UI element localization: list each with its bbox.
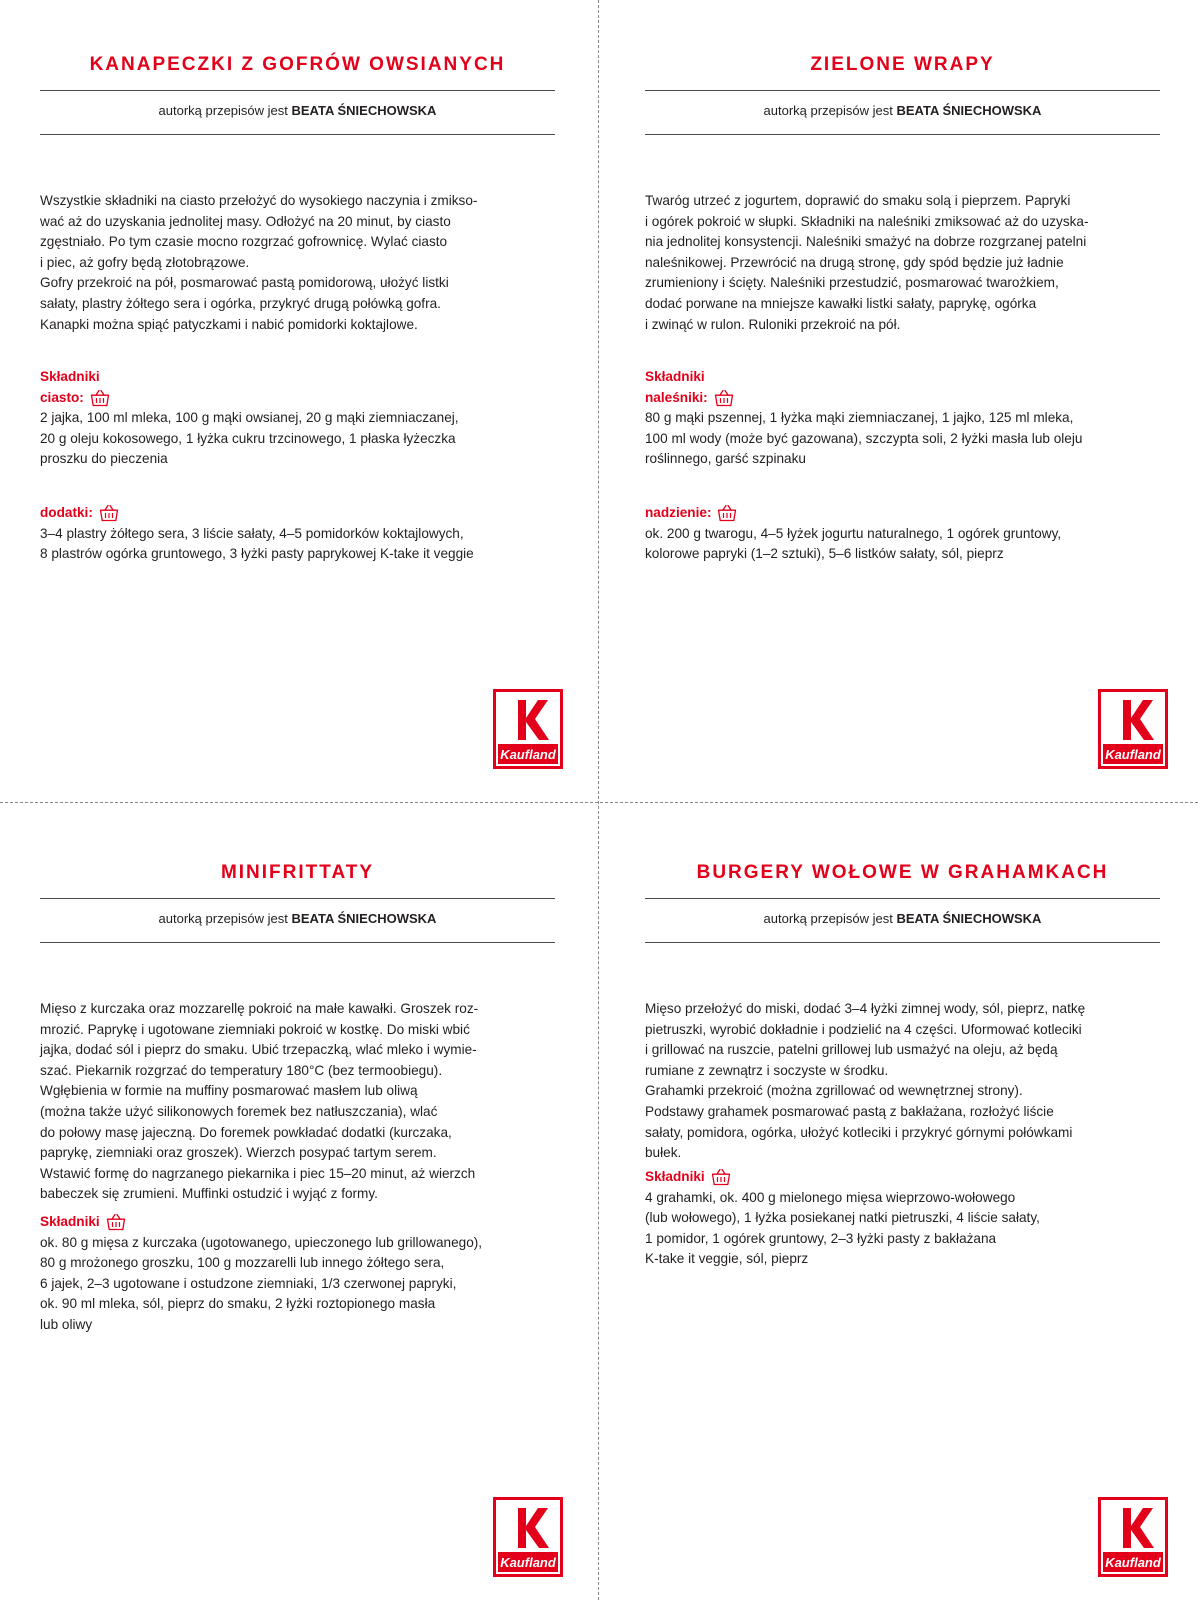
- recipe-title: BURGERY WOŁOWE W GRAHAMKACH: [696, 862, 1109, 883]
- ingredients-group-label: [645, 388, 1160, 409]
- instruction-line: Kanapki można spiąć patyczkami i nabić pomidorki koktajlowe.: [40, 316, 418, 332]
- author-name: BEATA ŚNIECHOWSKA: [896, 911, 1042, 926]
- ingredients-group-label-text: naleśniki:: [645, 389, 708, 405]
- divider: [40, 90, 555, 91]
- ingredients-group-label: [40, 503, 555, 524]
- shopping-basket-icon: [711, 1168, 731, 1186]
- divider: [645, 90, 1160, 91]
- author-line: [645, 101, 1160, 121]
- divider: [40, 942, 555, 943]
- ingredients-section: [40, 367, 555, 470]
- ingredient-line: 100 ml wody (może być gazowana), szczypta soli, 2 łyżki masła lub oleju: [645, 430, 1083, 446]
- instruction-line: szać. Piekarnik rozgrzać do temperatury 180°C (bez termoobiegu).: [40, 1062, 443, 1078]
- ingredients-section: [645, 367, 1160, 470]
- ingredients-list: [645, 524, 1160, 565]
- ingredient-line: 8 plastrów ogórka gruntowego, 3 łyżki pasty paprykowej K-take it veggie: [40, 546, 474, 562]
- kaufland-wordmark: Kaufland: [500, 747, 556, 762]
- author-prefix: autorką przepisów jest: [763, 103, 897, 118]
- instruction-line: Grahamki przekroić (można zgrillować od wewnętrznej strony).: [645, 1083, 1023, 1099]
- instruction-line: i ogórek pokroić w słupki. Składniki na naleśniki zmiksować aż do uzyska-: [645, 213, 1089, 229]
- ingredients-heading-label: Składniki: [40, 369, 100, 384]
- shopping-basket-icon: [717, 504, 737, 522]
- vertical-cut-line: [598, 0, 599, 1600]
- instruction-line: Wstawić formę do nagrzanego piekarnika i piec 15–20 minut, aż wierzch: [40, 1165, 476, 1181]
- ingredients-heading-label: Składniki: [40, 1214, 100, 1229]
- ingredients-group-label-text: dodatki:: [40, 505, 93, 520]
- kaufland-logo: [493, 689, 563, 769]
- author-line: [40, 101, 555, 121]
- instruction-line: rumiane z zewnątrz i soczyste w środku.: [645, 1062, 889, 1078]
- ingredients-list: [40, 408, 555, 470]
- recipe-title: KANAPECZKI Z GOFRÓW OWSIANYCH: [89, 54, 506, 75]
- instruction-line: zrumieniony i ścięty. Naleśniki przestudzić, posmarować twarożkiem,: [645, 275, 1059, 291]
- instruction-line: sałaty, pomidora, ogórka, ułożyć kotleciki i przykryć górnymi połówkami: [645, 1124, 1073, 1140]
- ingredients-list: [40, 524, 555, 565]
- ingredients-heading: [40, 1212, 555, 1233]
- ingredient-line: 3–4 plastry żółtego sera, 3 liście sałaty, 4–5 pomidorków koktajlowych,: [40, 525, 464, 541]
- instruction-line: naleśnikowej. Przewrócić na drugą stronę, gdy spód będzie już ładnie: [645, 254, 1064, 270]
- recipe-instructions: [40, 999, 555, 1205]
- ingredients-section: [645, 1167, 1160, 1270]
- ingredients-list: [645, 408, 1160, 470]
- ingredients-heading: [645, 367, 1160, 388]
- instruction-line: Podstawy grahamek posmarować pastą z bakłażana, rozłożyć liście: [645, 1103, 1054, 1119]
- instruction-line: jajka, dodać sól i pieprz do smaku. Ubić trzepaczką, wlać mleko i wymie-: [40, 1042, 477, 1058]
- divider: [40, 898, 555, 899]
- instruction-line: (można także użyć silikonowych foremek bez natłuszczania), wlać: [40, 1103, 438, 1119]
- instruction-line: mrozić. Paprykę i ugotowane ziemniaki pokroić w kostkę. Do miski wbić: [40, 1021, 470, 1037]
- recipe-instructions: [645, 999, 1160, 1164]
- kaufland-k-icon: [1101, 1500, 1165, 1574]
- ingredient-line: ok. 80 g mięsa z kurczaka (ugotowanego, upieczonego lub grillowanego),: [40, 1234, 483, 1250]
- ingredient-line: (lub wołowego), 1 łyżka posiekanej natki pietruszki, 4 liście sałaty,: [645, 1210, 1040, 1226]
- ingredient-line: 80 g mrożonego groszku, 100 g mozzarelli lub innego żółtego sera,: [40, 1255, 445, 1271]
- author-prefix: autorką przepisów jest: [763, 911, 897, 926]
- divider: [645, 898, 1160, 899]
- ingredients-group-label: [645, 503, 1160, 524]
- kaufland-k-icon: [496, 1500, 560, 1574]
- author-prefix: autorką przepisów jest: [158, 103, 292, 118]
- ingredients-group-label-text: nadzienie:: [645, 505, 712, 520]
- kaufland-wordmark: Kaufland: [1105, 747, 1161, 762]
- instruction-line: pietruszki, wyrobić dokładnie i podzielić na 4 części. Uformować kotleciki: [645, 1021, 1082, 1037]
- ingredients-heading: [40, 367, 555, 388]
- instruction-line: Wgłębienia w formie na muffiny posmarować masłem lub oliwą: [40, 1083, 418, 1099]
- shopping-basket-icon: [99, 504, 119, 522]
- ingredients-section: [40, 503, 555, 565]
- recipe-title: ZIELONE WRAPY: [810, 54, 995, 75]
- ingredients-section: [645, 503, 1160, 565]
- ingredients-group-label: [40, 388, 555, 409]
- ingredient-line: lub oliwy: [40, 1316, 93, 1332]
- instruction-line: Twaróg utrzeć z jogurtem, doprawić do smaku solą i pieprzem. Papryki: [645, 193, 1071, 208]
- recipe-instructions: [645, 191, 1160, 335]
- ingredient-line: kolorowe papryki (1–2 sztuki), 5–6 listków sałaty, sól, pieprz: [645, 546, 1004, 562]
- author-line: [645, 909, 1160, 929]
- instruction-line: dodać porwane na mniejsze kawałki listki sałaty, paprykę, ogórka: [645, 295, 1037, 311]
- ingredient-line: ok. 200 g twarogu, 4–5 łyżek jogurtu naturalnego, 1 ogórek gruntowy,: [645, 525, 1062, 541]
- ingredient-line: 6 jajek, 2–3 ugotowane i ostudzone ziemniaki, 1/3 czerwonej papryki,: [40, 1275, 457, 1291]
- ingredient-line: 1 pomidor, 1 ogórek gruntowy, 2–3 łyżki pasty z bakłażana: [645, 1230, 997, 1246]
- instruction-line: bułek.: [645, 1145, 682, 1161]
- author-name: BEATA ŚNIECHOWSKA: [291, 103, 437, 118]
- kaufland-wordmark: Kaufland: [500, 1555, 556, 1570]
- author-prefix: autorką przepisów jest: [158, 911, 292, 926]
- instruction-line: Mięso z kurczaka oraz mozzarellę pokroić na małe kawałki. Groszek roz-: [40, 1001, 479, 1016]
- instruction-line: i piec, aż gofry będą złotobrązowe.: [40, 254, 250, 270]
- ingredients-group-label-text: ciasto:: [40, 389, 84, 405]
- instruction-line: zgęstniało. Po tym czasie mocno rozgrzać gofrownicę. Wylać ciasto: [40, 234, 448, 250]
- recipe-instructions: [40, 191, 555, 335]
- ingredients-list: [645, 1188, 1160, 1270]
- kaufland-k-icon: [496, 692, 560, 766]
- recipe-title: MINIFRITTATY: [220, 862, 375, 883]
- instruction-line: Gofry przekroić na pół, posmarować pastą pomidorową, ułożyć listki: [40, 275, 449, 291]
- kaufland-logo: [493, 1497, 563, 1577]
- author-name: BEATA ŚNIECHOWSKA: [896, 103, 1042, 118]
- instruction-line: Mięso przełożyć do miski, dodać 3–4 łyżki zimnej wody, sól, pieprz, natkę: [645, 1001, 1086, 1016]
- ingredient-line: 80 g mąki pszennej, 1 łyżka mąki ziemniaczanej, 1 jajko, 125 ml mleka,: [645, 410, 1074, 426]
- ingredients-list: [40, 1233, 555, 1336]
- instruction-line: paprykę, ziemniaki oraz groszek). Wierzch posypać tartym serem.: [40, 1145, 437, 1161]
- kaufland-k-icon: [1101, 692, 1165, 766]
- ingredient-line: K-take it veggie, sól, pieprz: [645, 1251, 809, 1267]
- kaufland-logo: [1098, 689, 1168, 769]
- author-name: BEATA ŚNIECHOWSKA: [291, 911, 437, 926]
- ingredients-section: [40, 1212, 555, 1336]
- instruction-line: i grillować na ruszcie, patelni grillowej lub usmażyć na oleju, aż będą: [645, 1042, 1058, 1058]
- divider: [40, 134, 555, 135]
- instruction-line: babeczek się zrumieni. Muffinki ostudzić i wyjąć z formy.: [40, 1186, 378, 1202]
- divider: [645, 942, 1160, 943]
- ingredient-line: 4 grahamki, ok. 400 g mielonego mięsa wieprzowo-wołowego: [645, 1189, 1016, 1205]
- shopping-basket-icon: [106, 1213, 126, 1231]
- ingredient-line: roślinnego, garść szpinaku: [645, 451, 806, 467]
- instruction-line: i zwinąć w rulon. Ruloniki przekroić na pół.: [645, 316, 901, 332]
- shopping-basket-icon: [90, 389, 110, 407]
- instruction-line: sałaty, plastry żółtego sera i ogórka, przykryć drugą połówką gofra.: [40, 295, 441, 311]
- divider: [645, 134, 1160, 135]
- ingredient-line: proszku do pieczenia: [40, 451, 168, 467]
- author-line: [40, 909, 555, 929]
- ingredients-heading-label: Składniki: [645, 369, 705, 384]
- instruction-line: nia jednolitej konsystencji. Naleśniki smażyć na dobrze rozgrzanej patelni: [645, 234, 1087, 250]
- ingredient-line: 20 g oleju kokosowego, 1 łyżka cukru trzcinowego, 1 płaska łyżeczka: [40, 430, 456, 446]
- instruction-line: do połowy masę jajeczną. Do foremek powkładać dodatki (kurczaka,: [40, 1124, 452, 1140]
- ingredient-line: 2 jajka, 100 ml mleka, 100 g mąki owsianej, 20 g mąki ziemniaczanej,: [40, 410, 459, 426]
- ingredients-heading: [645, 1167, 1160, 1188]
- horizontal-cut-line: [0, 802, 1198, 803]
- kaufland-logo: [1098, 1497, 1168, 1577]
- ingredients-heading-label: Składniki: [645, 1169, 705, 1184]
- ingredient-line: ok. 90 ml mleka, sól, pieprz do smaku, 2 łyżki roztopionego masła: [40, 1296, 436, 1312]
- instruction-line: wać aż do uzyskania jednolitej masy. Odłożyć na 20 minut, by ciasto: [40, 213, 451, 229]
- shopping-basket-icon: [714, 389, 734, 407]
- kaufland-wordmark: Kaufland: [1105, 1555, 1161, 1570]
- instruction-line: Wszystkie składniki na ciasto przełożyć do wysokiego naczynia i zmikso-: [40, 193, 478, 208]
